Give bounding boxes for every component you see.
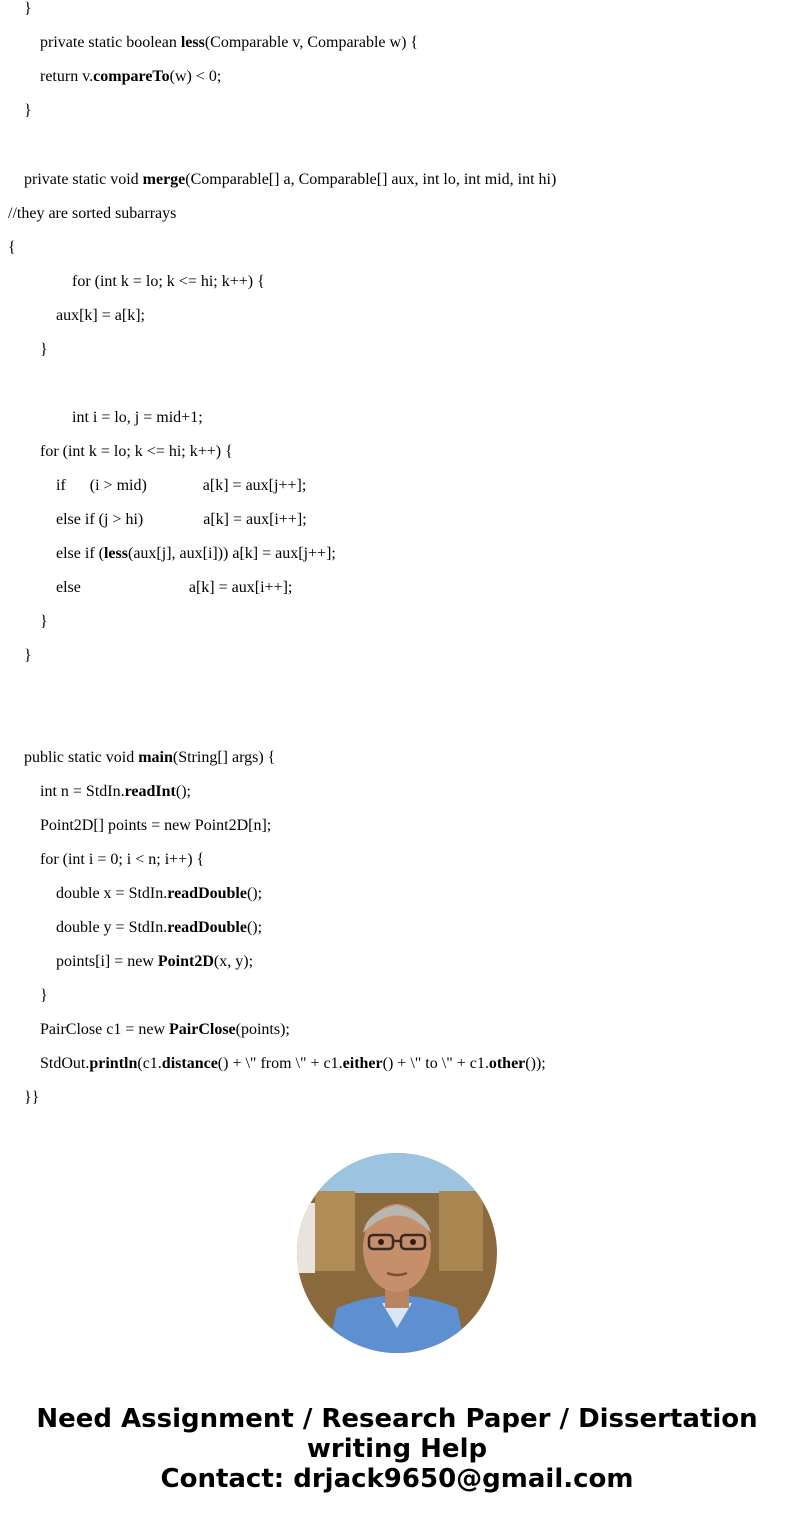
code-line: double y = StdIn.readDouble(); xyxy=(56,919,263,936)
code-line: else if (j > hi) a[k] = aux[i++]; xyxy=(56,511,307,528)
code-line: else if (less(aux[j], aux[i])) a[k] = aux[j++]; xyxy=(56,545,336,562)
code-line: }} xyxy=(24,1089,40,1106)
code-line: } xyxy=(40,341,48,358)
code-line: } xyxy=(24,647,32,664)
portrait-image xyxy=(297,1153,497,1353)
code-line: } xyxy=(24,102,32,119)
code-line: //they are sorted subarrays xyxy=(8,205,177,222)
code-line: } xyxy=(40,987,48,1004)
code-line: points[i] = new Point2D(x, y); xyxy=(56,953,254,970)
code-line: aux[k] = a[k]; xyxy=(56,307,145,324)
footer-line-2: writing Help xyxy=(306,1434,488,1464)
footer-line-1: Need Assignment / Research Paper / Dissertation xyxy=(36,1404,758,1434)
code-line: for (int k = lo; k <= hi; k++) { xyxy=(72,273,265,290)
code-line: Point2D[] points = new Point2D[n]; xyxy=(40,817,272,834)
code-line: else a[k] = aux[i++]; xyxy=(56,579,293,596)
code-line: { xyxy=(8,239,16,256)
code-line: } xyxy=(40,613,48,630)
code-line: private static boolean less(Comparable v, Comparable w) { xyxy=(40,34,419,51)
code-line: public static void main(String[] args) { xyxy=(24,749,276,766)
code-line: for (int i = 0; i < n; i++) { xyxy=(40,851,205,868)
code-line: int i = lo, j = mid+1; xyxy=(72,409,203,426)
code-line: double x = StdIn.readDouble(); xyxy=(56,885,263,902)
code-line: for (int k = lo; k <= hi; k++) { xyxy=(40,443,233,460)
code-line: StdOut.println(c1.distance() + \" from \" + c1.either() + \" to \" + c1.other()); xyxy=(40,1055,546,1072)
code-line: if (i > mid) a[k] = aux[j++]; xyxy=(56,477,307,494)
author-photo xyxy=(297,1153,497,1353)
code-line: int n = StdIn.readInt(); xyxy=(40,783,191,800)
footer-contact: Contact: drjack9650@gmail.com xyxy=(160,1464,634,1494)
code-line: } xyxy=(24,0,32,17)
code-line: return v.compareTo(w) < 0; xyxy=(40,68,222,85)
code-line: private static void merge(Comparable[] a, Comparable[] aux, int lo, int mid, int hi) xyxy=(24,171,557,188)
code-line: PairClose c1 = new PairClose(points); xyxy=(40,1021,290,1038)
